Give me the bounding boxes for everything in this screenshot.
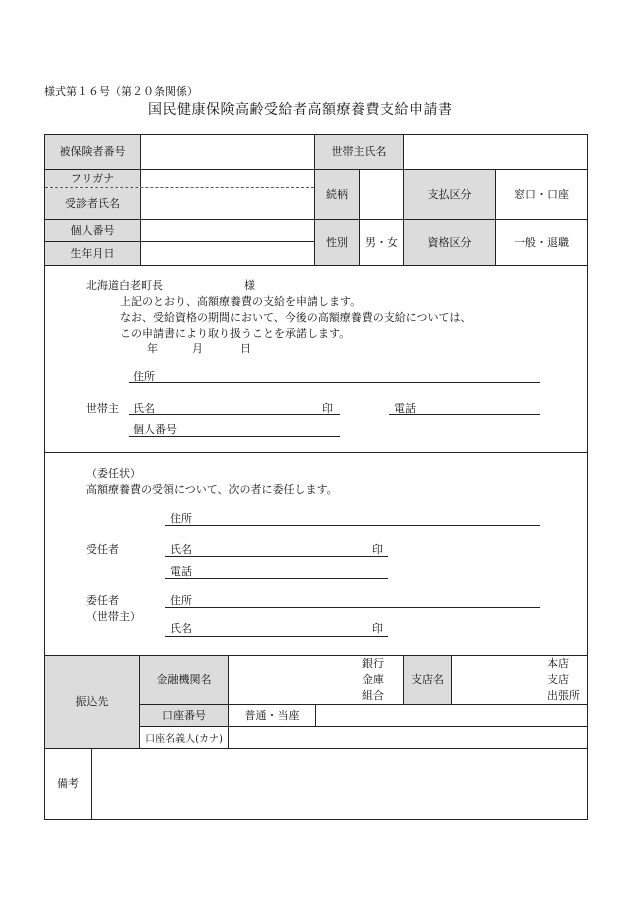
branch-option-head: 本店 — [547, 657, 569, 670]
delegate-seal: 印 — [372, 543, 383, 556]
payment-type-options[interactable]: 窓口・口座 — [496, 170, 587, 220]
addressee: 北海道白老町長 — [86, 279, 163, 292]
furigana-label: フリガナ — [45, 170, 141, 187]
transfer-to-label: 振込先 — [45, 656, 140, 748]
section-divider — [44, 452, 588, 453]
application-line-1: 上記のとおり、高額療養費の支給を申請します。 — [120, 295, 362, 308]
delegate-phone-field[interactable] — [165, 578, 388, 579]
eligibility-type-label: 資格区分 — [404, 220, 496, 265]
delegator-name-label: 氏名 — [170, 622, 192, 635]
delegate-label: 受任者 — [86, 543, 119, 556]
delegate-phone-label: 電話 — [170, 565, 192, 578]
applicant-personal-number-field[interactable] — [129, 436, 340, 437]
eligibility-type-options[interactable]: 一般・退職 — [514, 235, 569, 249]
delegator-address-label: 住所 — [170, 594, 192, 607]
remarks-label: 備考 — [45, 749, 92, 819]
branch-name-label: 支店名 — [404, 656, 452, 705]
delegation-heading: （委任状） — [86, 467, 141, 480]
delegate-name-field[interactable] — [165, 556, 388, 557]
applicant-address-field[interactable] — [129, 382, 540, 383]
householder-name-field[interactable] — [404, 135, 587, 170]
branch-option-office: 出張所 — [547, 689, 580, 702]
gender-options[interactable]: 男・女 — [360, 220, 404, 265]
applicant-phone-label: 電話 — [394, 402, 416, 415]
delegate-address-label: 住所 — [170, 512, 192, 525]
delegator-label: 委任者 — [86, 594, 119, 607]
branch-option-branch: 支店 — [547, 673, 569, 686]
birth-date-field[interactable] — [141, 242, 314, 265]
patient-name-label: 受診者氏名 — [45, 188, 141, 220]
applicant-name-field[interactable] — [129, 414, 340, 415]
honorific: 様 — [244, 279, 255, 292]
householder-name-label: 世帯主氏名 — [314, 135, 404, 170]
delegator-address-field[interactable] — [165, 607, 540, 608]
birth-date-label: 生年月日 — [45, 242, 141, 265]
delegation-text: 高額療養費の受領について、次の者に委任します。 — [86, 483, 338, 496]
page-title: 国民健康保険高齢受給者高額療養費支給申請書 — [148, 102, 453, 118]
delegator-seal: 印 — [372, 622, 383, 635]
bank-option-union: 組合 — [362, 689, 384, 702]
householder-label: 世帯主 — [86, 402, 119, 415]
applicant-address-label: 住所 — [133, 370, 155, 383]
applicant-seal: 印 — [322, 402, 333, 415]
account-holder-field[interactable] — [229, 727, 587, 748]
institution-label: 金融機関名 — [140, 656, 229, 705]
account-holder-label: 口座名義人(カナ) — [140, 727, 229, 748]
patient-name-field[interactable] — [141, 188, 314, 220]
delegate-address-field[interactable] — [165, 525, 540, 526]
applicant-phone-field[interactable] — [389, 414, 540, 415]
application-line-2: なお、受給資格の期間において、今後の高額療養費の支給については、 — [120, 311, 472, 324]
applicant-personal-number-label: 個人番号 — [133, 423, 177, 436]
personal-number-field[interactable] — [141, 220, 314, 242]
insured-number-field[interactable] — [141, 135, 314, 170]
insured-number-label: 被保険者番号 — [45, 135, 141, 170]
date-month: 月 — [192, 342, 203, 355]
application-line-3: この申請書により取り扱うことを承諾します。 — [120, 327, 351, 340]
form-number: 様式第１６号（第２０条関係） — [44, 85, 198, 98]
date-year: 年 — [147, 342, 158, 355]
delegator-name-field[interactable] — [165, 636, 388, 637]
personal-number-label: 個人番号 — [45, 220, 141, 242]
relationship-label: 続柄 — [314, 170, 360, 220]
furigana-field[interactable] — [141, 170, 314, 187]
bank-option-credit: 金庫 — [362, 673, 384, 686]
account-number-label: 口座番号 — [140, 705, 229, 727]
remarks-field[interactable] — [92, 749, 587, 819]
payment-type-label: 支払区分 — [404, 170, 496, 220]
account-number-field[interactable] — [316, 705, 587, 727]
delegate-name-label: 氏名 — [170, 543, 192, 556]
relationship-field[interactable] — [360, 170, 404, 220]
gender-label: 性別 — [314, 220, 360, 265]
delegator-sublabel: （世帯主） — [86, 610, 141, 623]
account-type-options[interactable]: 普通・当座 — [229, 705, 316, 727]
date-day: 日 — [240, 342, 251, 355]
applicant-name-label: 氏名 — [133, 402, 155, 415]
bank-option-bank: 銀行 — [362, 657, 384, 670]
